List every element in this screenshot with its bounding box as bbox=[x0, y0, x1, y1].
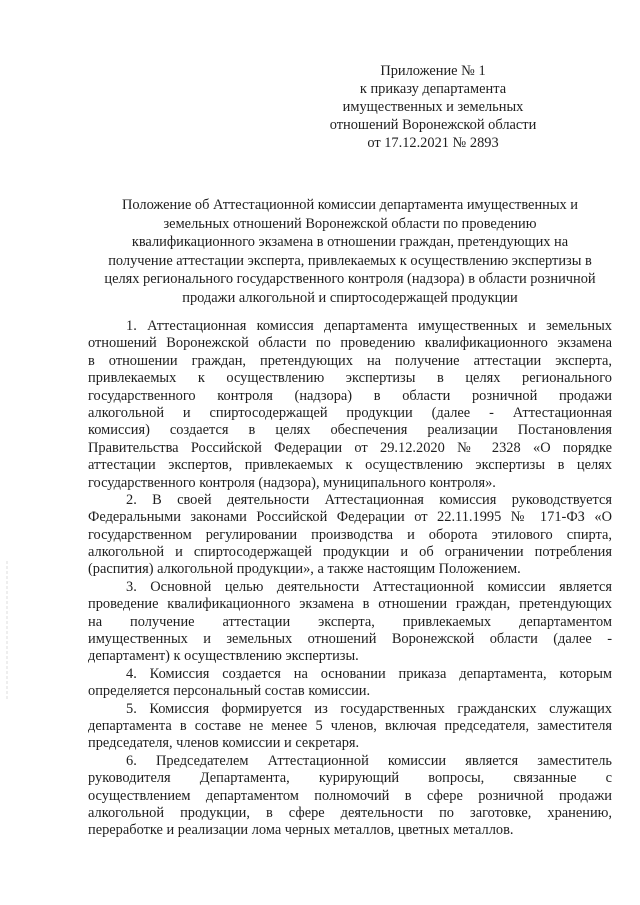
paragraph-line: определяется персональный состав комиссии. bbox=[88, 683, 371, 700]
paragraph-line: Правительства Российской Федерации от 29.12.2020 № 2328 «О порядке bbox=[88, 439, 612, 456]
paragraph-line: 1. Аттестационная комиссия департамента имущественных и земельных bbox=[126, 318, 612, 334]
document-body bbox=[88, 318, 612, 840]
scan-edge-artifact bbox=[6, 560, 8, 700]
title-line: квалификационного экзамена в отношении граждан, претендующих на bbox=[131, 234, 569, 250]
paragraph-6 bbox=[88, 753, 612, 840]
paragraph-line: 2. В своей деятельности Аттестационная комиссия руководствуется bbox=[126, 491, 612, 508]
appendix-department-line2: отношений Воронежской области bbox=[329, 117, 537, 133]
paragraph-5 bbox=[88, 701, 612, 753]
paragraph-line: 3. Основной целью деятельности Аттестационной комиссии является bbox=[126, 578, 612, 595]
paragraph-3 bbox=[88, 579, 612, 666]
paragraph-line: 5. Комиссия формируется из государственных гражданских служащих bbox=[126, 700, 612, 717]
document-title bbox=[88, 196, 612, 307]
appendix-department-line1: имущественных и земельных bbox=[342, 99, 524, 115]
paragraph-line: алкогольной и спиртосодержащей продукции и об ограничении потребления bbox=[88, 544, 612, 561]
title-line: получение аттестации эксперта, привлекаемых к осуществлению экспертизы в bbox=[108, 252, 592, 269]
paragraph-2 bbox=[88, 492, 612, 579]
paragraph-line: Федеральными законами Российской Федерации от 22.11.1995 № 171-ФЗ «О bbox=[88, 509, 612, 526]
paragraph-1 bbox=[88, 318, 612, 492]
paragraph-line: 6. Председателем Аттестационной комиссии является заместитель bbox=[126, 752, 612, 769]
appendix-date-number: от 17.12.2021 № 2893 bbox=[367, 135, 499, 151]
paragraph-line: алкогольной и спиртосодержащей продукции (далее - Аттестационная bbox=[88, 404, 612, 421]
title-line: земельных отношений Воронежской области по проведению bbox=[163, 215, 537, 232]
paragraph-line: департамента в составе не менее 5 членов, включая председателя, заместителя bbox=[88, 717, 612, 734]
paragraph-line: департамент) к осуществлению экспертизы. bbox=[88, 648, 359, 665]
paragraph-line: аттестации экспертов, привлекаемых к осуществлению экспертизы в целях bbox=[88, 457, 612, 474]
appendix-number: Приложение № 1 bbox=[380, 63, 486, 79]
paragraph-line: отношений Воронежской области по проведению квалификационного экзамена bbox=[88, 335, 612, 352]
appendix-header bbox=[318, 62, 548, 152]
paragraph-line: алкогольной продукции, в сфере деятельности по заготовке, хранению, bbox=[88, 804, 612, 821]
title-line: целях регионального государственного контроля (надзора) в области розничной bbox=[104, 271, 596, 287]
paragraph-line: переработке и реализации лома черных металлов, цветных металлов. bbox=[88, 822, 514, 839]
paragraph-line: государственного контроля (надзора), муниципального контроля». bbox=[88, 474, 496, 491]
appendix-order-ref: к приказу департамента bbox=[359, 81, 507, 97]
paragraph-line: в отношении граждан, претендующих на получение аттестации эксперта, bbox=[88, 352, 612, 369]
paragraph-line: председателя, членов комиссии и секретаря. bbox=[88, 735, 360, 752]
title-line: продажи алкогольной и спиртосодержащей продукции bbox=[182, 289, 518, 306]
title-line: Положение об Аттестационной комиссии департамента имущественных и bbox=[121, 197, 579, 213]
paragraph-line: проведение квалификационного экзамена в отношении граждан, претендующих bbox=[88, 596, 612, 613]
paragraph-line: руководителя Департамента, курирующий вопросы, связанные с bbox=[88, 770, 612, 787]
paragraph-line: (распития) алкогольной продукции», а также настоящим Положением. bbox=[88, 561, 521, 578]
paragraph-line: осуществлением департаментом полномочий в сфере розничной продажи bbox=[88, 787, 612, 804]
paragraph-4 bbox=[88, 666, 612, 701]
paragraph-line: 4. Комиссия создается на основании приказа департамента, которым bbox=[126, 665, 612, 682]
paragraph-line: государственного контроля (надзора) в области розничной продажи bbox=[88, 387, 612, 404]
paragraph-line: привлекаемых к осуществлению экспертизы в целях регионального bbox=[88, 370, 612, 387]
paragraph-line: комиссия) создается в целях обеспечения реализации Постановления bbox=[88, 422, 612, 439]
paragraph-line: на получение аттестации эксперта, привлекаемых департаментом bbox=[88, 613, 612, 630]
paragraph-line: государственном регулировании производства и оборота этилового спирта, bbox=[88, 526, 612, 543]
paragraph-line: имущественных и земельных отношений Воронежской области (далее - bbox=[88, 631, 612, 648]
